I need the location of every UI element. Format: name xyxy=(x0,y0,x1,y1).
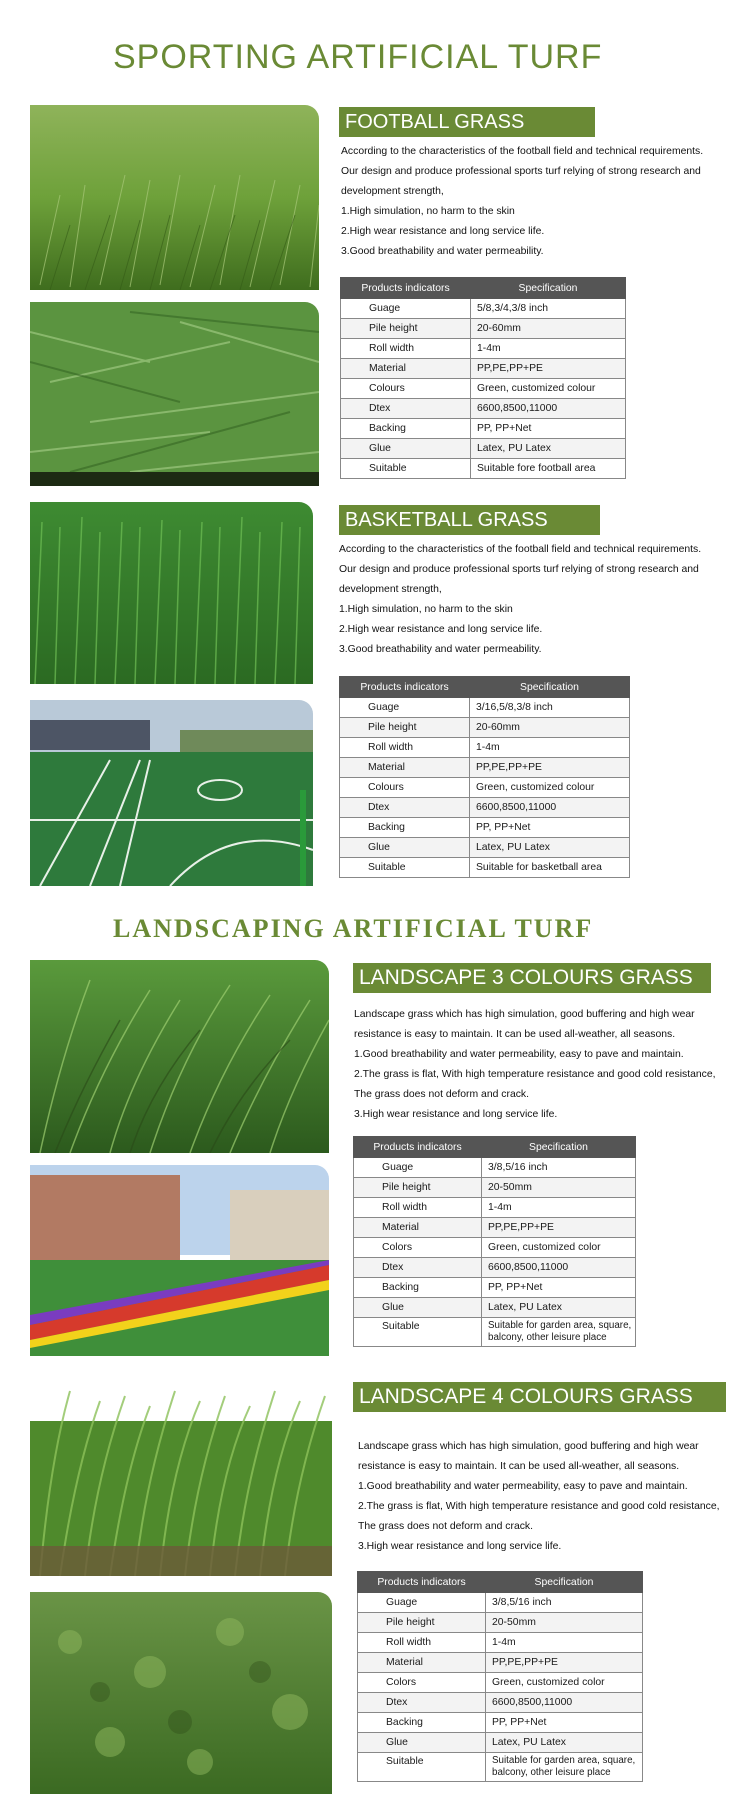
desc-line: 1.High simulation, no harm to the skin xyxy=(339,604,513,615)
desc-line: 2.High wear resistance and long service life. xyxy=(341,226,545,237)
basketball-grass-banner: BASKETBALL GRASS xyxy=(339,505,600,535)
table-row: Dtex 6600,8500,11000 xyxy=(354,1258,636,1278)
spec-header: Specification xyxy=(471,278,626,299)
basketball-grass-description xyxy=(339,540,739,660)
football-grass-banner: FOOTBALL GRASS xyxy=(339,107,595,137)
indicator-header: Products indicators xyxy=(340,677,470,698)
landscape3-banner: LANDSCAPE 3 COLOURS GRASS xyxy=(353,963,711,993)
basketball-grass-photo xyxy=(30,502,313,684)
table-row: Backing PP, PP+Net xyxy=(358,1713,643,1733)
desc-line: development strength, xyxy=(339,584,442,595)
table-row: Guage 3/16,5/8,3/8 inch xyxy=(340,698,630,718)
table-row: Colours Green, customized colour xyxy=(340,778,630,798)
table-row: Glue Latex, PU Latex xyxy=(354,1298,636,1318)
basketball-court-photo xyxy=(30,700,313,886)
desc-line: resistance is easy to maintain. It can be used all-weather, all seasons. xyxy=(354,1029,676,1040)
football-spec-table xyxy=(340,277,626,479)
table-row: Suitable Suitable for garden area, square, balcony, other leisure place xyxy=(358,1753,643,1782)
landscape3-description xyxy=(354,1005,744,1125)
table-row: Pile height 20-60mm xyxy=(340,718,630,738)
table-row: Roll width 1-4m xyxy=(340,738,630,758)
desc-line: Landscape grass which has high simulation, good buffering and high wear xyxy=(354,1009,695,1020)
desc-line: 3.Good breathability and water permeability. xyxy=(341,246,544,257)
table-row: Dtex 6600,8500,11000 xyxy=(340,798,630,818)
table-row: Glue Latex, PU Latex xyxy=(358,1733,643,1753)
table-row: Material PP,PE,PP+PE xyxy=(340,758,630,778)
table-row: Colors Green, customized color xyxy=(354,1238,636,1258)
table-row: Guage 5/8,3/4,3/8 inch xyxy=(341,299,626,319)
landscape3-playground-photo xyxy=(30,1165,329,1356)
desc-line: The grass does not deform and crack. xyxy=(354,1089,529,1100)
desc-line: According to the characteristics of the football field and technical requirements. xyxy=(341,146,704,157)
desc-line: resistance is easy to maintain. It can be used all-weather, all seasons. xyxy=(358,1461,680,1472)
table-row: Suitable Suitable fore football area xyxy=(341,459,626,479)
table-row: Dtex 6600,8500,11000 xyxy=(341,399,626,419)
table-row: Backing PP, PP+Net xyxy=(354,1278,636,1298)
table-row: Material PP,PE,PP+PE xyxy=(354,1218,636,1238)
table-row: Suitable Suitable for basketball area xyxy=(340,858,630,878)
table-row: Roll width 1-4m xyxy=(341,339,626,359)
desc-line: 2.The grass is flat, With high temperature resistance and good cold resistance, xyxy=(358,1501,720,1512)
table-row: Colors Green, customized color xyxy=(358,1673,643,1693)
table-row: Colours Green, customized colour xyxy=(341,379,626,399)
desc-line: 2.The grass is flat, With high temperature resistance and good cold resistance, xyxy=(354,1069,716,1080)
desc-line: development strength, xyxy=(341,186,444,197)
table-row: Guage 3/8,5/16 inch xyxy=(358,1593,643,1613)
spec-header: Specification xyxy=(486,1572,643,1593)
table-row: Pile height 20-60mm xyxy=(341,319,626,339)
spec-header: Specification xyxy=(482,1137,636,1158)
desc-line: Our design and produce professional sports turf relying of strong research and xyxy=(341,166,701,177)
desc-line: The grass does not deform and crack. xyxy=(358,1521,533,1532)
table-row: Material PP,PE,PP+PE xyxy=(341,359,626,379)
desc-line: 3.Good breathability and water permeability. xyxy=(339,644,542,655)
desc-line: 1.Good breathability and water permeability, easy to pave and maintain. xyxy=(358,1481,688,1492)
table-row: Pile height 20-50mm xyxy=(354,1178,636,1198)
football-grass-photo-2 xyxy=(30,302,319,486)
landscape4-description xyxy=(358,1437,748,1557)
table-row: Backing PP, PP+Net xyxy=(340,818,630,838)
desc-line: Our design and produce professional sports turf relying of strong research and xyxy=(339,564,699,575)
landscape3-spec-table xyxy=(353,1136,636,1347)
desc-line: According to the characteristics of the football field and technical requirements. xyxy=(339,544,702,555)
landscape3-grass-photo xyxy=(30,960,329,1153)
desc-line: 3.High wear resistance and long service life. xyxy=(354,1109,558,1120)
basketball-spec-table xyxy=(339,676,630,878)
table-row: Backing PP, PP+Net xyxy=(341,419,626,439)
landscaping-turf-title: LANDSCAPING ARTIFICIAL TURF xyxy=(113,914,594,943)
table-row: Material PP,PE,PP+PE xyxy=(358,1653,643,1673)
landscape4-banner: LANDSCAPE 4 COLOURS GRASS xyxy=(353,1382,726,1412)
indicator-header: Products indicators xyxy=(358,1572,486,1593)
desc-line: 1.High simulation, no harm to the skin xyxy=(341,206,515,217)
landscape4-grass-roll-photo xyxy=(30,1592,332,1794)
landscape4-spec-table xyxy=(357,1571,643,1782)
table-row: Guage 3/8,5/16 inch xyxy=(354,1158,636,1178)
table-row: Glue Latex, PU Latex xyxy=(340,838,630,858)
table-row: Dtex 6600,8500,11000 xyxy=(358,1693,643,1713)
landscape4-grass-photo xyxy=(30,1381,332,1576)
table-row: Suitable Suitable for garden area, square, balcony, other leisure place xyxy=(354,1318,636,1347)
football-grass-description xyxy=(341,142,741,262)
football-grass-photo-1 xyxy=(30,105,319,290)
desc-line: Landscape grass which has high simulation, good buffering and high wear xyxy=(358,1441,699,1452)
table-row: Roll width 1-4m xyxy=(358,1633,643,1653)
desc-line: 2.High wear resistance and long service life. xyxy=(339,624,543,635)
indicator-header: Products indicators xyxy=(341,278,471,299)
desc-line: 1.Good breathability and water permeability, easy to pave and maintain. xyxy=(354,1049,684,1060)
sporting-turf-title: SPORTING ARTIFICIAL TURF xyxy=(113,38,603,76)
table-row: Glue Latex, PU Latex xyxy=(341,439,626,459)
table-row: Roll width 1-4m xyxy=(354,1198,636,1218)
table-row: Pile height 20-50mm xyxy=(358,1613,643,1633)
desc-line: 3.High wear resistance and long service life. xyxy=(358,1541,562,1552)
spec-header: Specification xyxy=(470,677,630,698)
indicator-header: Products indicators xyxy=(354,1137,482,1158)
